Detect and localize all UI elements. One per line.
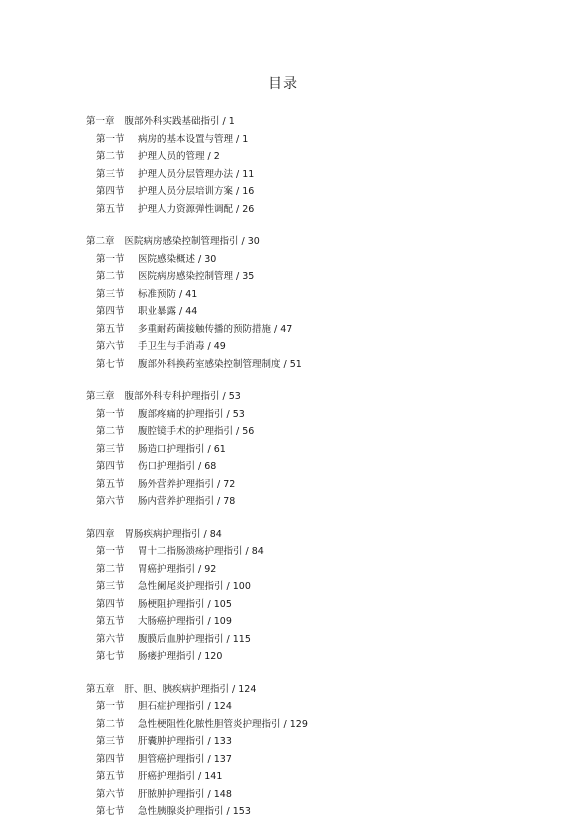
section-title: 标准预防 / 41 bbox=[138, 288, 198, 300]
toc-chapter-entry[interactable] bbox=[86, 113, 526, 131]
section-label: 第七节 bbox=[96, 358, 125, 370]
section-label: 第七节 bbox=[96, 806, 125, 817]
section-label: 第二节 bbox=[96, 563, 125, 575]
chapter-title: 腹部外科专科护理指引 / 53 bbox=[124, 391, 241, 402]
section-label: 第七节 bbox=[96, 651, 125, 662]
section-label: 第四节 bbox=[96, 306, 125, 317]
section-title: 胃十二指肠溃疡护理指引 / 84 bbox=[138, 546, 264, 557]
toc-section-entry[interactable] bbox=[86, 596, 526, 614]
section-label: 第五节 bbox=[96, 203, 125, 215]
toc-section-entry[interactable] bbox=[86, 148, 526, 166]
section-title: 腹腔镜手术的护理指引 / 56 bbox=[138, 426, 255, 437]
section-title: 肠造口护理指引 / 61 bbox=[138, 443, 226, 455]
section-label: 第三节 bbox=[96, 581, 125, 592]
toc-section-entry[interactable] bbox=[86, 613, 526, 631]
toc-section-entry[interactable] bbox=[86, 768, 526, 786]
section-title: 多重耐药菌接触传播的预防措施 / 47 bbox=[138, 323, 293, 335]
toc-section-entry[interactable] bbox=[86, 698, 526, 716]
section-title: 肝囊肿护理指引 / 133 bbox=[138, 736, 232, 747]
section-label: 第六节 bbox=[96, 633, 125, 645]
toc-section-entry[interactable] bbox=[86, 183, 526, 201]
chapter-title: 腹部外科实践基础指引 / 1 bbox=[124, 116, 235, 127]
section-label: 第六节 bbox=[96, 788, 125, 800]
toc-chapter-entry[interactable] bbox=[86, 388, 526, 406]
section-label: 第三节 bbox=[96, 736, 125, 747]
section-title: 肠瘘护理指引 / 120 bbox=[138, 651, 223, 662]
section-label: 第四节 bbox=[96, 598, 125, 610]
chapter-label: 第一章 bbox=[86, 116, 115, 127]
section-label: 第一节 bbox=[96, 408, 125, 420]
section-title: 医院病房感染控制管理 / 35 bbox=[138, 271, 255, 282]
chapter-title: 医院病房感染控制管理指引 / 30 bbox=[124, 236, 260, 247]
section-title: 肠内营养护理指引 / 78 bbox=[138, 496, 236, 507]
section-label: 第二节 bbox=[96, 271, 125, 282]
section-label: 第二节 bbox=[96, 718, 125, 730]
section-title: 护理人力资源弹性调配 / 26 bbox=[138, 203, 255, 215]
section-label: 第二节 bbox=[96, 151, 125, 162]
chapter-label: 第二章 bbox=[86, 236, 115, 247]
section-title: 胃癌护理指引 / 92 bbox=[138, 563, 217, 575]
toc-section-entry[interactable] bbox=[86, 578, 526, 596]
section-title: 医院感染概述 / 30 bbox=[138, 253, 217, 265]
toc-section-entry[interactable] bbox=[86, 493, 526, 511]
section-label: 第三节 bbox=[96, 443, 125, 455]
toc-section-entry[interactable] bbox=[86, 786, 526, 804]
section-label: 第五节 bbox=[96, 478, 125, 490]
section-title: 急性梗阻性化脓性胆管炎护理指引 / 129 bbox=[138, 718, 308, 730]
chapter-label: 第三章 bbox=[86, 391, 115, 402]
toc-section-entry[interactable] bbox=[86, 441, 526, 459]
section-title: 腹部疼痛的护理指引 / 53 bbox=[138, 408, 245, 420]
chapter-label: 第四章 bbox=[86, 528, 115, 540]
section-title: 腹部外科换药室感染控制管理制度 / 51 bbox=[138, 358, 302, 370]
section-label: 第一节 bbox=[96, 546, 125, 557]
section-label: 第六节 bbox=[96, 496, 125, 507]
toc-section-entry[interactable] bbox=[86, 251, 526, 269]
section-label: 第五节 bbox=[96, 771, 125, 782]
section-label: 第一节 bbox=[96, 253, 125, 265]
section-title: 手卫生与手消毒 / 49 bbox=[138, 341, 226, 352]
toc-section-entry[interactable] bbox=[86, 338, 526, 356]
section-label: 第四节 bbox=[96, 461, 125, 472]
section-title: 胆管癌护理指引 / 137 bbox=[138, 753, 232, 765]
chapter-title: 肝、胆、胰疾病护理指引 / 124 bbox=[124, 683, 257, 695]
toc-section-entry[interactable] bbox=[86, 356, 526, 374]
toc-section-entry[interactable] bbox=[86, 561, 526, 579]
chapter-title: 胃肠疾病护理指引 / 84 bbox=[124, 528, 222, 540]
section-label: 第三节 bbox=[96, 168, 125, 180]
toc-chapter bbox=[86, 233, 526, 373]
toc-section-entry[interactable] bbox=[86, 631, 526, 649]
toc-chapter-entry[interactable] bbox=[86, 681, 526, 699]
toc-section-entry[interactable] bbox=[86, 733, 526, 751]
section-title: 护理人员的管理 / 2 bbox=[138, 151, 220, 162]
toc-chapter-entry[interactable] bbox=[86, 233, 526, 251]
toc-section-entry[interactable] bbox=[86, 476, 526, 494]
chapter-label: 第五章 bbox=[86, 683, 115, 695]
section-label: 第四节 bbox=[96, 753, 125, 765]
section-title: 急性阑尾炎护理指引 / 100 bbox=[138, 581, 251, 592]
toc-chapter bbox=[86, 113, 526, 218]
toc-section-entry[interactable] bbox=[86, 303, 526, 321]
toc-chapter-entry[interactable] bbox=[86, 526, 526, 544]
section-title: 大肠癌护理指引 / 109 bbox=[138, 616, 232, 627]
toc-section-entry[interactable] bbox=[86, 423, 526, 441]
section-label: 第五节 bbox=[96, 323, 125, 335]
toc-section-entry[interactable] bbox=[86, 406, 526, 424]
toc-chapter bbox=[86, 526, 526, 666]
toc-section-entry[interactable] bbox=[86, 543, 526, 561]
toc-chapter bbox=[86, 388, 526, 511]
section-label: 第二节 bbox=[96, 426, 125, 437]
page-title: 目录 bbox=[268, 76, 298, 92]
section-title: 腹膜后血肿护理指引 / 115 bbox=[138, 633, 251, 645]
toc-section-entry[interactable] bbox=[86, 751, 526, 769]
toc-section-entry[interactable] bbox=[86, 458, 526, 476]
section-title: 肝脓肿护理指引 / 148 bbox=[138, 788, 232, 800]
toc-section-entry[interactable] bbox=[86, 268, 526, 286]
section-title: 肠外营养护理指引 / 72 bbox=[138, 478, 236, 490]
section-label: 第一节 bbox=[96, 133, 125, 145]
toc-section-entry[interactable] bbox=[86, 131, 526, 149]
section-title: 肝癌护理指引 / 141 bbox=[138, 771, 223, 782]
section-title: 职业暴露 / 44 bbox=[138, 306, 198, 317]
table-of-contents bbox=[86, 113, 526, 836]
section-title: 护理人员分层管理办法 / 11 bbox=[138, 168, 255, 180]
toc-section-entry[interactable] bbox=[86, 286, 526, 304]
toc-section-entry[interactable] bbox=[86, 648, 526, 666]
section-title: 急性胰腺炎护理指引 / 153 bbox=[138, 806, 251, 817]
section-label: 第三节 bbox=[96, 288, 125, 300]
section-label: 第一节 bbox=[96, 701, 125, 712]
toc-section-entry[interactable] bbox=[86, 166, 526, 184]
section-label: 第六节 bbox=[96, 341, 125, 352]
section-title: 护理人员分层培训方案 / 16 bbox=[138, 186, 255, 197]
section-title: 胆石症护理指引 / 124 bbox=[138, 701, 232, 712]
section-label: 第五节 bbox=[96, 616, 125, 627]
section-title: 伤口护理指引 / 68 bbox=[138, 461, 217, 472]
section-label: 第四节 bbox=[96, 186, 125, 197]
toc-section-entry[interactable] bbox=[86, 321, 526, 339]
toc-section-entry[interactable] bbox=[86, 803, 526, 821]
toc-section-entry[interactable] bbox=[86, 716, 526, 734]
section-title: 病房的基本设置与管理 / 1 bbox=[138, 133, 249, 145]
section-title: 肠梗阻护理指引 / 105 bbox=[138, 598, 232, 610]
toc-section-entry[interactable] bbox=[86, 201, 526, 219]
